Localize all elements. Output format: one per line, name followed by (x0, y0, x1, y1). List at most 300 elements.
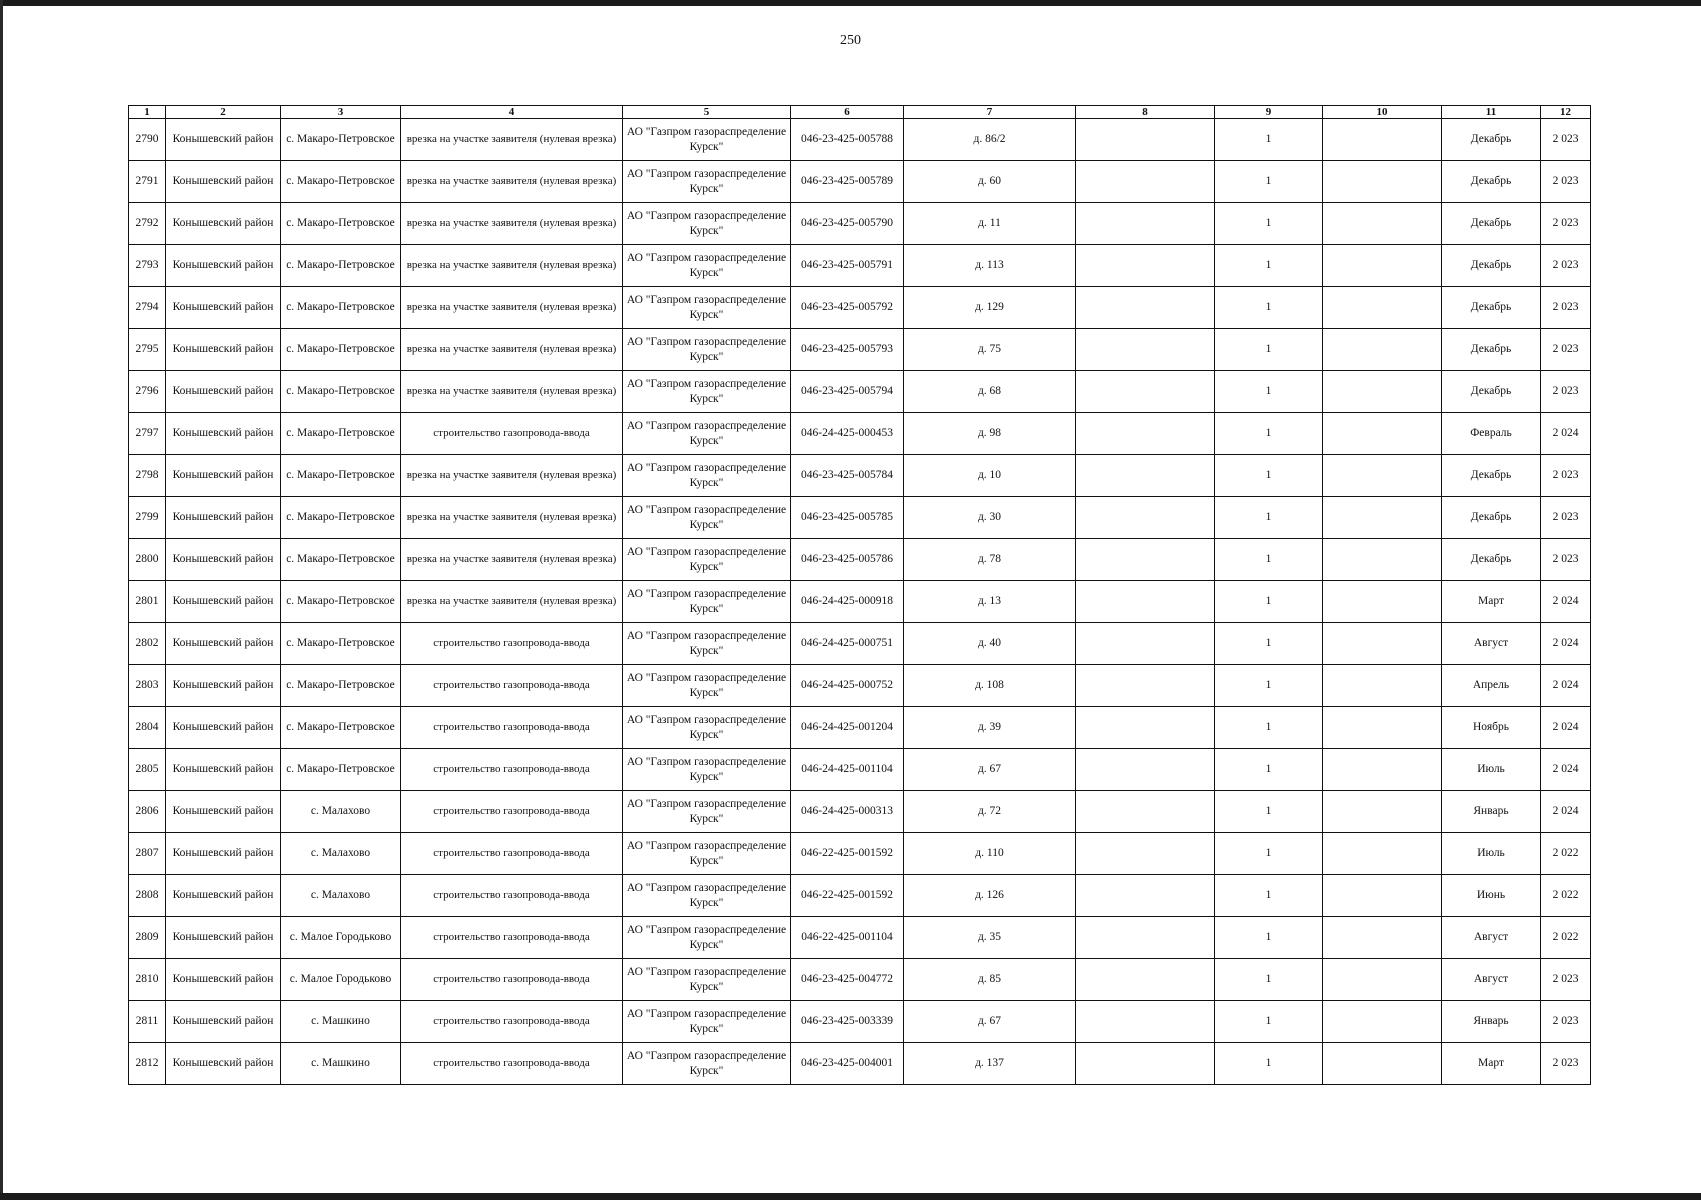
settlement-cell: с. Макаро-Петровское (281, 497, 401, 539)
column-8-cell (1076, 1001, 1215, 1043)
quantity-cell: 1 (1215, 119, 1323, 161)
work-type-cell: строительство газопровода-ввода (401, 833, 623, 875)
application-code-cell: 046-23-425-005790 (791, 203, 904, 245)
settlement-cell: с. Макаро-Петровское (281, 665, 401, 707)
application-code-cell: 046-22-425-001104 (791, 917, 904, 959)
row-number: 2797 (129, 413, 166, 455)
work-type-cell: строительство газопровода-ввода (401, 791, 623, 833)
column-header: 8 (1076, 106, 1215, 119)
application-code-cell: 046-23-425-005789 (791, 161, 904, 203)
column-8-cell (1076, 413, 1215, 455)
settlement-cell: с. Макаро-Петровское (281, 203, 401, 245)
district-cell: Конышевский район (166, 455, 281, 497)
house-number-cell: д. 68 (904, 371, 1076, 413)
table-row (129, 1043, 1591, 1085)
house-number-cell: д. 30 (904, 497, 1076, 539)
column-10-cell (1323, 1043, 1442, 1085)
year-cell: 2 022 (1541, 875, 1591, 917)
year-cell: 2 023 (1541, 119, 1591, 161)
table-row (129, 497, 1591, 539)
application-code-cell: 046-24-425-001204 (791, 707, 904, 749)
month-cell: Декабрь (1442, 119, 1541, 161)
quantity-cell: 1 (1215, 1043, 1323, 1085)
column-header: 6 (791, 106, 904, 119)
organization-cell: АО "Газпром газораспределение Курск" (623, 875, 791, 917)
row-number: 2803 (129, 665, 166, 707)
quantity-cell: 1 (1215, 413, 1323, 455)
month-cell: Декабрь (1442, 203, 1541, 245)
column-8-cell (1076, 203, 1215, 245)
organization-cell: АО "Газпром газораспределение Курск" (623, 161, 791, 203)
year-cell: 2 024 (1541, 581, 1591, 623)
work-type-cell: строительство газопровода-ввода (401, 623, 623, 665)
row-number: 2795 (129, 329, 166, 371)
month-cell: Ноябрь (1442, 707, 1541, 749)
district-cell: Конышевский район (166, 875, 281, 917)
column-8-cell (1076, 245, 1215, 287)
settlement-cell: с. Малое Городьково (281, 959, 401, 1001)
house-number-cell: д. 86/2 (904, 119, 1076, 161)
month-cell: Декабрь (1442, 497, 1541, 539)
settlement-cell: с. Макаро-Петровское (281, 329, 401, 371)
settlement-cell: с. Макаро-Петровское (281, 455, 401, 497)
district-cell: Конышевский район (166, 329, 281, 371)
scan-border-top (0, 0, 1701, 6)
settlement-cell: с. Макаро-Петровское (281, 749, 401, 791)
district-cell: Конышевский район (166, 1043, 281, 1085)
column-8-cell (1076, 623, 1215, 665)
row-number: 2792 (129, 203, 166, 245)
district-cell: Конышевский район (166, 665, 281, 707)
column-10-cell (1323, 707, 1442, 749)
table-row (129, 287, 1591, 329)
district-cell: Конышевский район (166, 917, 281, 959)
work-type-cell: врезка на участке заявителя (нулевая врезка) (401, 287, 623, 329)
application-code-cell: 046-23-425-005794 (791, 371, 904, 413)
quantity-cell: 1 (1215, 665, 1323, 707)
table-row (129, 875, 1591, 917)
column-10-cell (1323, 833, 1442, 875)
application-code-cell: 046-23-425-005785 (791, 497, 904, 539)
row-number: 2811 (129, 1001, 166, 1043)
quantity-cell: 1 (1215, 875, 1323, 917)
district-cell: Конышевский район (166, 413, 281, 455)
organization-cell: АО "Газпром газораспределение Курск" (623, 413, 791, 455)
scan-border-bottom (0, 1193, 1701, 1200)
month-cell: Январь (1442, 791, 1541, 833)
register-table (128, 105, 1591, 1085)
table-row (129, 749, 1591, 791)
house-number-cell: д. 67 (904, 749, 1076, 791)
settlement-cell: с. Макаро-Петровское (281, 119, 401, 161)
district-cell: Конышевский район (166, 161, 281, 203)
organization-cell: АО "Газпром газораспределение Курск" (623, 1001, 791, 1043)
house-number-cell: д. 11 (904, 203, 1076, 245)
column-8-cell (1076, 707, 1215, 749)
quantity-cell: 1 (1215, 371, 1323, 413)
column-10-cell (1323, 119, 1442, 161)
year-cell: 2 023 (1541, 1043, 1591, 1085)
column-8-cell (1076, 959, 1215, 1001)
column-8-cell (1076, 371, 1215, 413)
work-type-cell: строительство газопровода-ввода (401, 917, 623, 959)
table-row (129, 1001, 1591, 1043)
column-8-cell (1076, 455, 1215, 497)
row-number: 2810 (129, 959, 166, 1001)
settlement-cell: с. Макаро-Петровское (281, 413, 401, 455)
settlement-cell: с. Машкино (281, 1001, 401, 1043)
settlement-cell: с. Машкино (281, 1043, 401, 1085)
work-type-cell: строительство газопровода-ввода (401, 707, 623, 749)
table-row (129, 707, 1591, 749)
quantity-cell: 1 (1215, 203, 1323, 245)
row-number: 2790 (129, 119, 166, 161)
column-8-cell (1076, 833, 1215, 875)
quantity-cell: 1 (1215, 623, 1323, 665)
house-number-cell: д. 40 (904, 623, 1076, 665)
application-code-cell: 046-22-425-001592 (791, 833, 904, 875)
column-header: 11 (1442, 106, 1541, 119)
quantity-cell: 1 (1215, 581, 1323, 623)
month-cell: Декабрь (1442, 371, 1541, 413)
year-cell: 2 024 (1541, 413, 1591, 455)
district-cell: Конышевский район (166, 497, 281, 539)
column-10-cell (1323, 791, 1442, 833)
district-cell: Конышевский район (166, 623, 281, 665)
column-10-cell (1323, 581, 1442, 623)
table-row (129, 665, 1591, 707)
settlement-cell: с. Макаро-Петровское (281, 707, 401, 749)
district-cell: Конышевский район (166, 959, 281, 1001)
column-8-cell (1076, 497, 1215, 539)
quantity-cell: 1 (1215, 287, 1323, 329)
district-cell: Конышевский район (166, 245, 281, 287)
quantity-cell: 1 (1215, 161, 1323, 203)
row-number: 2809 (129, 917, 166, 959)
house-number-cell: д. 110 (904, 833, 1076, 875)
year-cell: 2 023 (1541, 1001, 1591, 1043)
year-cell: 2 023 (1541, 371, 1591, 413)
row-number: 2796 (129, 371, 166, 413)
work-type-cell: строительство газопровода-ввода (401, 665, 623, 707)
month-cell: Январь (1442, 1001, 1541, 1043)
house-number-cell: д. 60 (904, 161, 1076, 203)
table-row (129, 119, 1591, 161)
settlement-cell: с. Макаро-Петровское (281, 623, 401, 665)
row-number: 2808 (129, 875, 166, 917)
settlement-cell: с. Малахово (281, 833, 401, 875)
year-cell: 2 023 (1541, 203, 1591, 245)
district-cell: Конышевский район (166, 539, 281, 581)
column-8-cell (1076, 581, 1215, 623)
year-cell: 2 024 (1541, 791, 1591, 833)
house-number-cell: д. 13 (904, 581, 1076, 623)
column-10-cell (1323, 245, 1442, 287)
row-number: 2802 (129, 623, 166, 665)
column-10-cell (1323, 161, 1442, 203)
month-cell: Июнь (1442, 875, 1541, 917)
month-cell: Апрель (1442, 665, 1541, 707)
row-number: 2806 (129, 791, 166, 833)
house-number-cell: д. 137 (904, 1043, 1076, 1085)
year-cell: 2 024 (1541, 707, 1591, 749)
year-cell: 2 023 (1541, 497, 1591, 539)
scan-border-left (0, 0, 3, 1200)
column-8-cell (1076, 119, 1215, 161)
column-10-cell (1323, 329, 1442, 371)
quantity-cell: 1 (1215, 1001, 1323, 1043)
column-header: 2 (166, 106, 281, 119)
house-number-cell: д. 35 (904, 917, 1076, 959)
organization-cell: АО "Газпром газораспределение Курск" (623, 455, 791, 497)
work-type-cell: врезка на участке заявителя (нулевая врезка) (401, 161, 623, 203)
house-number-cell: д. 98 (904, 413, 1076, 455)
column-8-cell (1076, 791, 1215, 833)
application-code-cell: 046-24-425-000751 (791, 623, 904, 665)
row-number: 2805 (129, 749, 166, 791)
column-8-cell (1076, 1043, 1215, 1085)
house-number-cell: д. 67 (904, 1001, 1076, 1043)
settlement-cell: с. Малое Городьково (281, 917, 401, 959)
organization-cell: АО "Газпром газораспределение Курск" (623, 581, 791, 623)
year-cell: 2 023 (1541, 539, 1591, 581)
organization-cell: АО "Газпром газораспределение Курск" (623, 119, 791, 161)
house-number-cell: д. 72 (904, 791, 1076, 833)
quantity-cell: 1 (1215, 833, 1323, 875)
month-cell: Июль (1442, 749, 1541, 791)
work-type-cell: врезка на участке заявителя (нулевая врезка) (401, 455, 623, 497)
year-cell: 2 023 (1541, 329, 1591, 371)
column-header: 9 (1215, 106, 1323, 119)
application-code-cell: 046-24-425-001104 (791, 749, 904, 791)
year-cell: 2 024 (1541, 623, 1591, 665)
row-number: 2794 (129, 287, 166, 329)
organization-cell: АО "Газпром газораспределение Курск" (623, 707, 791, 749)
application-code-cell: 046-24-425-000752 (791, 665, 904, 707)
table-row (129, 329, 1591, 371)
quantity-cell: 1 (1215, 497, 1323, 539)
district-cell: Конышевский район (166, 707, 281, 749)
column-header: 7 (904, 106, 1076, 119)
month-cell: Август (1442, 623, 1541, 665)
column-header: 12 (1541, 106, 1591, 119)
settlement-cell: с. Малахово (281, 791, 401, 833)
year-cell: 2 024 (1541, 665, 1591, 707)
district-cell: Конышевский район (166, 791, 281, 833)
table-row (129, 917, 1591, 959)
month-cell: Август (1442, 959, 1541, 1001)
house-number-cell: д. 75 (904, 329, 1076, 371)
month-cell: Июль (1442, 833, 1541, 875)
application-code-cell: 046-23-425-005791 (791, 245, 904, 287)
work-type-cell: строительство газопровода-ввода (401, 875, 623, 917)
column-8-cell (1076, 875, 1215, 917)
table-row (129, 959, 1591, 1001)
column-10-cell (1323, 497, 1442, 539)
house-number-cell: д. 78 (904, 539, 1076, 581)
organization-cell: АО "Газпром газораспределение Курск" (623, 497, 791, 539)
organization-cell: АО "Газпром газораспределение Курск" (623, 287, 791, 329)
month-cell: Декабрь (1442, 539, 1541, 581)
table-body (129, 119, 1591, 1085)
quantity-cell: 1 (1215, 329, 1323, 371)
work-type-cell: врезка на участке заявителя (нулевая врезка) (401, 119, 623, 161)
house-number-cell: д. 126 (904, 875, 1076, 917)
column-10-cell (1323, 287, 1442, 329)
month-cell: Декабрь (1442, 455, 1541, 497)
organization-cell: АО "Газпром газораспределение Курск" (623, 833, 791, 875)
page-number: 250 (840, 33, 861, 48)
quantity-cell: 1 (1215, 917, 1323, 959)
column-10-cell (1323, 413, 1442, 455)
settlement-cell: с. Малахово (281, 875, 401, 917)
row-number: 2807 (129, 833, 166, 875)
work-type-cell: врезка на участке заявителя (нулевая врезка) (401, 497, 623, 539)
quantity-cell: 1 (1215, 539, 1323, 581)
column-10-cell (1323, 623, 1442, 665)
house-number-cell: д. 10 (904, 455, 1076, 497)
row-number: 2793 (129, 245, 166, 287)
row-number: 2791 (129, 161, 166, 203)
table-row (129, 833, 1591, 875)
organization-cell: АО "Газпром газораспределение Курск" (623, 665, 791, 707)
table-row (129, 791, 1591, 833)
application-code-cell: 046-23-425-004001 (791, 1043, 904, 1085)
column-10-cell (1323, 749, 1442, 791)
application-code-cell: 046-23-425-005784 (791, 455, 904, 497)
organization-cell: АО "Газпром газораспределение Курск" (623, 371, 791, 413)
application-code-cell: 046-23-425-004772 (791, 959, 904, 1001)
application-code-cell: 046-23-425-005788 (791, 119, 904, 161)
organization-cell: АО "Газпром газораспределение Курск" (623, 959, 791, 1001)
quantity-cell: 1 (1215, 245, 1323, 287)
settlement-cell: с. Макаро-Петровское (281, 539, 401, 581)
quantity-cell: 1 (1215, 959, 1323, 1001)
settlement-cell: с. Макаро-Петровское (281, 245, 401, 287)
work-type-cell: строительство газопровода-ввода (401, 749, 623, 791)
work-type-cell: врезка на участке заявителя (нулевая врезка) (401, 245, 623, 287)
organization-cell: АО "Газпром газораспределение Курск" (623, 791, 791, 833)
application-code-cell: 046-23-425-005786 (791, 539, 904, 581)
column-8-cell (1076, 749, 1215, 791)
house-number-cell: д. 113 (904, 245, 1076, 287)
organization-cell: АО "Газпром газораспределение Курск" (623, 917, 791, 959)
column-10-cell (1323, 665, 1442, 707)
district-cell: Конышевский район (166, 287, 281, 329)
application-code-cell: 046-23-425-005793 (791, 329, 904, 371)
row-number: 2799 (129, 497, 166, 539)
column-header: 4 (401, 106, 623, 119)
house-number-cell: д. 85 (904, 959, 1076, 1001)
column-10-cell (1323, 203, 1442, 245)
column-header: 5 (623, 106, 791, 119)
year-cell: 2 024 (1541, 749, 1591, 791)
column-10-cell (1323, 959, 1442, 1001)
year-cell: 2 023 (1541, 161, 1591, 203)
column-10-cell (1323, 1001, 1442, 1043)
table-row (129, 245, 1591, 287)
column-8-cell (1076, 287, 1215, 329)
row-number: 2804 (129, 707, 166, 749)
month-cell: Декабрь (1442, 161, 1541, 203)
district-cell: Конышевский район (166, 119, 281, 161)
column-header: 3 (281, 106, 401, 119)
settlement-cell: с. Макаро-Петровское (281, 161, 401, 203)
month-cell: Декабрь (1442, 329, 1541, 371)
application-code-cell: 046-24-425-000453 (791, 413, 904, 455)
settlement-cell: с. Макаро-Петровское (281, 287, 401, 329)
settlement-cell: с. Макаро-Петровское (281, 581, 401, 623)
column-8-cell (1076, 161, 1215, 203)
work-type-cell: строительство газопровода-ввода (401, 1043, 623, 1085)
row-number: 2798 (129, 455, 166, 497)
row-number: 2801 (129, 581, 166, 623)
table-row (129, 413, 1591, 455)
quantity-cell: 1 (1215, 749, 1323, 791)
house-number-cell: д. 108 (904, 665, 1076, 707)
year-cell: 2 023 (1541, 455, 1591, 497)
table-row (129, 539, 1591, 581)
month-cell: Декабрь (1442, 245, 1541, 287)
district-cell: Конышевский район (166, 371, 281, 413)
year-cell: 2 023 (1541, 245, 1591, 287)
column-8-cell (1076, 329, 1215, 371)
organization-cell: АО "Газпром газораспределение Курск" (623, 329, 791, 371)
table-row (129, 203, 1591, 245)
quantity-cell: 1 (1215, 455, 1323, 497)
year-cell: 2 023 (1541, 287, 1591, 329)
column-10-cell (1323, 875, 1442, 917)
column-8-cell (1076, 917, 1215, 959)
column-header: 10 (1323, 106, 1442, 119)
district-cell: Конышевский район (166, 833, 281, 875)
month-cell: Август (1442, 917, 1541, 959)
work-type-cell: врезка на участке заявителя (нулевая врезка) (401, 329, 623, 371)
work-type-cell: врезка на участке заявителя (нулевая врезка) (401, 371, 623, 413)
district-cell: Конышевский район (166, 1001, 281, 1043)
quantity-cell: 1 (1215, 707, 1323, 749)
district-cell: Конышевский район (166, 581, 281, 623)
column-10-cell (1323, 371, 1442, 413)
column-10-cell (1323, 917, 1442, 959)
district-cell: Конышевский район (166, 749, 281, 791)
organization-cell: АО "Газпром газораспределение Курск" (623, 1043, 791, 1085)
row-number: 2812 (129, 1043, 166, 1085)
table-row (129, 623, 1591, 665)
work-type-cell: строительство газопровода-ввода (401, 1001, 623, 1043)
work-type-cell: врезка на участке заявителя (нулевая врезка) (401, 539, 623, 581)
table-row (129, 371, 1591, 413)
month-cell: Декабрь (1442, 287, 1541, 329)
settlement-cell: с. Макаро-Петровское (281, 371, 401, 413)
row-number: 2800 (129, 539, 166, 581)
application-code-cell: 046-24-425-000313 (791, 791, 904, 833)
column-header: 1 (129, 106, 166, 119)
column-10-cell (1323, 539, 1442, 581)
work-type-cell: врезка на участке заявителя (нулевая врезка) (401, 203, 623, 245)
house-number-cell: д. 129 (904, 287, 1076, 329)
year-cell: 2 023 (1541, 959, 1591, 1001)
application-code-cell: 046-23-425-005792 (791, 287, 904, 329)
year-cell: 2 022 (1541, 917, 1591, 959)
column-number-header (129, 106, 1591, 119)
quantity-cell: 1 (1215, 791, 1323, 833)
month-cell: Март (1442, 581, 1541, 623)
organization-cell: АО "Газпром газораспределение Курск" (623, 539, 791, 581)
work-type-cell: врезка на участке заявителя (нулевая врезка) (401, 581, 623, 623)
work-type-cell: строительство газопровода-ввода (401, 959, 623, 1001)
organization-cell: АО "Газпром газораспределение Курск" (623, 623, 791, 665)
